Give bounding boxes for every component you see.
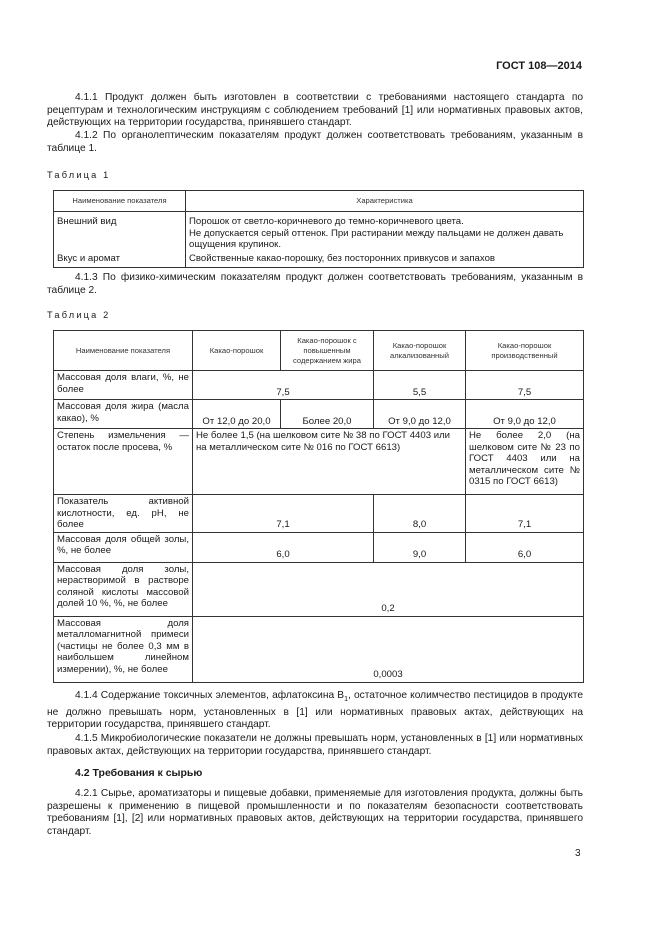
- table-2-cell-name: Массовая доля жира (масла какао), %: [54, 400, 193, 429]
- table-row: [54, 429, 584, 495]
- section-4-2-title: 4.2 Требования к сырью: [75, 767, 203, 779]
- table-row: [54, 616, 584, 682]
- table-2-cell-value: 8,0: [374, 495, 466, 533]
- table-1-cell-line: Не допускается серый оттенок. При растирании между пальцами не должен давать ощущения крупинок.: [189, 227, 564, 250]
- table-1-header-name: Наименование показателя: [54, 191, 186, 212]
- table-row: [54, 212, 584, 252]
- table-row: [54, 252, 584, 268]
- table-2-cell-value: От 12,0 до 20,0: [193, 400, 281, 429]
- table-1-cell-line: Порошок от светло-коричневого до темно-коричневого цвета.: [189, 216, 464, 227]
- table-2-cell-value: 7,5: [466, 371, 584, 400]
- table-2-cell-name: Массовая доля влаги, %, не более: [54, 371, 193, 400]
- table-2-cell-value: 5,5: [374, 371, 466, 400]
- paragraph-4-1-5: 4.1.5 Микробиологические показатели не должны превышать норм, установленных в [1] или нормативных правовых актах, действующих на территории государства, принявшего стандарт.: [47, 733, 583, 757]
- paragraph-4-1-4-part2: , остаточное колимчество пестицидов в продукте не должно превышать норм, установленных в [1] или нормативных правовых актах, действующих на территории государства, принявшего стандарт.: [47, 690, 583, 731]
- table-2-cell-value: 6,0: [193, 532, 374, 562]
- subscript-b1: 1: [344, 696, 348, 704]
- table-2-header-name: Наименование показателя: [54, 331, 193, 371]
- table-1-cell-value: [186, 212, 584, 252]
- table-2-cell-name: Массовая доля золы, нерастворимой в растворе соляной кислоты массовой долей 10 %, %, не более: [54, 562, 193, 616]
- table-2-cell-value: 7,1: [466, 495, 584, 533]
- paragraph-4-1-4: [47, 690, 583, 732]
- paragraph-4-1-1: 4.1.1 Продукт должен быть изготовлен в соответствии с требованиями настоящего стандарта по рецептурам и технологическим инструкциям с соблюдением требований [1] или нормативных правовых актов, действующих на территории государства, принявшего стандарт.: [47, 92, 583, 129]
- table-2-cell-value: 0,0003: [193, 616, 584, 682]
- table-2-cell-name: Массовая доля металломагнитной примеси (частицы не более 0,3 мм в наибольшем линейном измерении), %, не более: [54, 616, 193, 682]
- table-2-cell-value: 7,5: [193, 371, 374, 400]
- table-2-caption: Таблица 2: [47, 310, 111, 320]
- table-2-header-col: Какао-порошок: [193, 331, 281, 371]
- table-2-cell-name: Показатель активной кислотности, ед. pH, не более: [54, 495, 193, 533]
- table-1: [53, 190, 584, 268]
- paragraph-4-2-1: 4.2.1 Сырье, ароматизаторы и пищевые добавки, применяемые для изготовления продукта, должны быть разрешены к применению в пищевой промышленности и по показателям безопасности соответствовать требованиям [1], [2] или нормативных правовых актов, действующих на территории государства, принявшего стандарт.: [47, 788, 583, 837]
- table-2-cell-value: Более 20,0: [281, 400, 374, 429]
- table-1-cell-name: Внешний вид: [54, 212, 186, 252]
- table-2-cell-name: Массовая доля общей золы, %, не более: [54, 532, 193, 562]
- table-row: [54, 371, 584, 400]
- table-2-cell-value: Не более 2,0 (на шелковом сите № 23 по ГОСТ 4403 или на металлическом сите № 0315 по ГОСТ 6613): [466, 429, 584, 495]
- table-2-cell-value: 9,0: [374, 532, 466, 562]
- table-1-cell-value: Свойственные какао-порошку, без посторонних привкусов и запахов: [186, 252, 584, 268]
- table-2-cell-value: Не более 1,5 (на шелковом сите № 38 по ГОСТ 4403 или на металлическом сите № 016 по ГОСТ 6613): [193, 429, 466, 495]
- table-2-cell-value: От 9,0 до 12,0: [374, 400, 466, 429]
- paragraph-4-1-4-part1: 4.1.4 Содержание токсичных элементов, афлатоксина В: [75, 690, 345, 701]
- table-2-cell-value: 0,2: [193, 562, 584, 616]
- table-row: [54, 400, 584, 429]
- table-2-header-col: Какао-порошок производственный: [466, 331, 584, 371]
- document-code: ГОСТ 108—2014: [496, 60, 582, 72]
- paragraph-4-1-2: 4.1.2 По органолептическим показателям продукт должен соответствовать требованиям, указанным в таблице 1.: [47, 130, 583, 154]
- table-2-header-col: Какао-порошок алкализованный: [374, 331, 466, 371]
- page-number: 3: [575, 848, 581, 859]
- table-1-header-characteristic: Характеристика: [186, 191, 584, 212]
- table-2-cell-name: Степень измельчения — остаток после просева, %: [54, 429, 193, 495]
- table-row: [54, 562, 584, 616]
- paragraph-4-1-3: 4.1.3 По физико-химическим показателям продукт должен соответствовать требованиям, указанным в таблице 2.: [47, 272, 583, 296]
- table-row: [54, 495, 584, 533]
- table-row: [54, 532, 584, 562]
- table-2-cell-value: От 9,0 до 12,0: [466, 400, 584, 429]
- table-2-header-col: Какао-порошок с повышенным содержанием жира: [281, 331, 374, 371]
- table-1-cell-name: Вкус и аромат: [54, 252, 186, 268]
- table-2-cell-value: 6,0: [466, 532, 584, 562]
- table-2-cell-value: 7,1: [193, 495, 374, 533]
- table-1-caption: Таблица 1: [47, 170, 111, 180]
- table-2: [53, 330, 584, 683]
